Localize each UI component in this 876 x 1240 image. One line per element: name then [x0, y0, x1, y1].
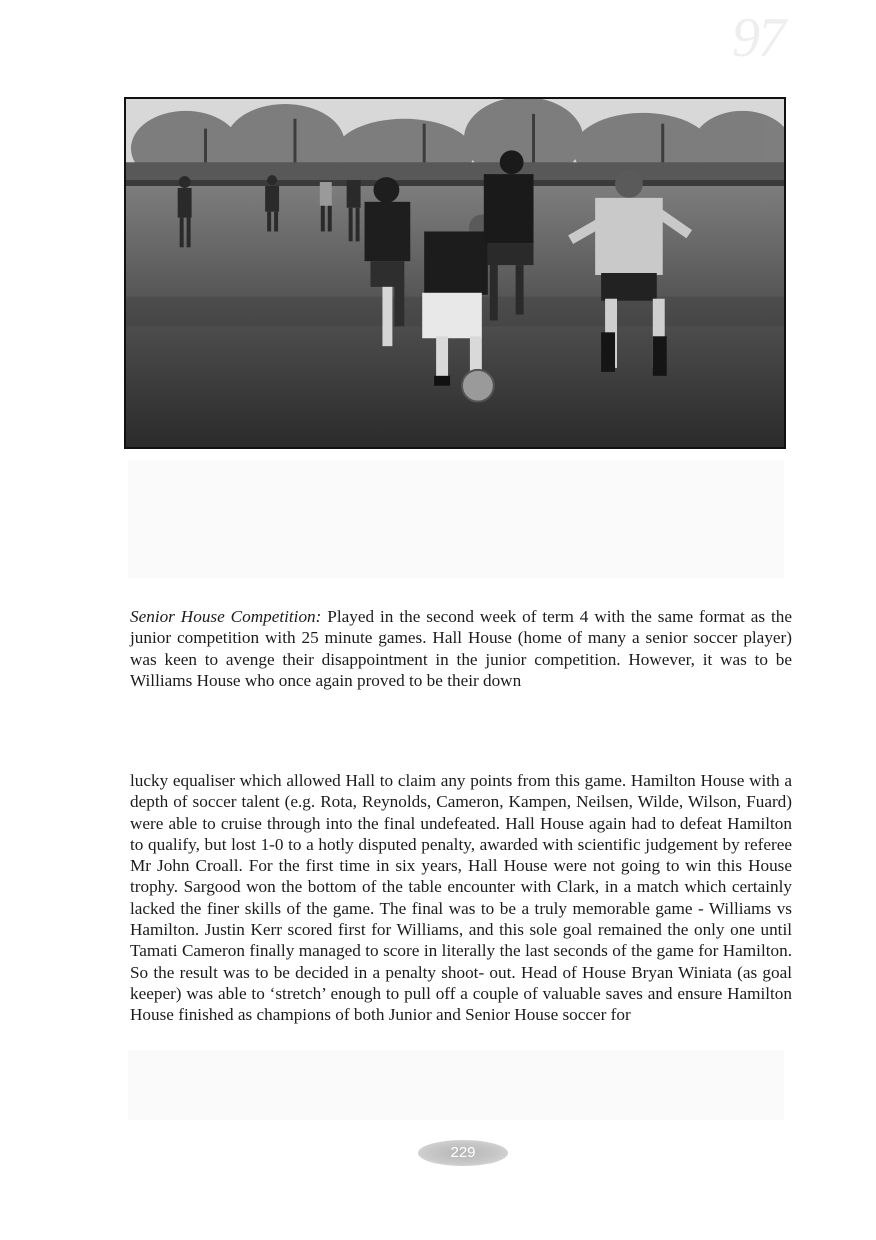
faint-bleedthrough-area [128, 460, 784, 578]
soccer-photo-image [126, 99, 784, 447]
header-year-mark: 97 [732, 7, 784, 69]
continuation-paragraph [130, 770, 792, 1026]
page-number: 229 [418, 1140, 508, 1166]
soccer-photo [124, 97, 786, 449]
continuation-text: lucky equaliser which allowed Hall to claim any points from this game. Hamilton House with a depth of soccer talent (e.g. Rota, Reynolds, Cameron, Kampen, Neilsen, Wilde, Wilson, Fuard) were able to cruise through into the final undefeated. Hall House again had to defeat Hamilton to qualify, but lost 1-0 to a hotly disputed penalty, awarded with scientific judgement by referee Mr John Croall. For the first time in six years, Hall House were not going to win this House trophy. Sargood won the bottom of the table encounter with Clark, in a match which certainly lacked the finer skills of the game. The final was to be a truly memorable game - Williams vs Hamilton. Justin Kerr scored first for Williams, and this sole goal remained the only one until Tamati Cameron finally managed to score in literally the last seconds of the game for Hamilton. So the result was to be decided in a penalty shoot- out. Head of House Bryan Winiata (as goal keeper) was able to ‘stretch’ enough to pull off a couple of valuable saves and ensure Hamilton House finished as champions of both Junior and Senior House soccer for [130, 771, 792, 1025]
senior-house-paragraph [130, 606, 792, 691]
senior-house-text: Played in the second week of term 4 with the same format as the junior competition with 25 minute games. Hall House (home of many a senior soccer player) was keen to avenge their disappointment in the junior competition. However, it was to be Williams House who once again proved to be their down [130, 607, 793, 690]
faint-bleedthrough-area [128, 1050, 784, 1120]
senior-house-heading: Senior House Competition: [130, 607, 322, 626]
